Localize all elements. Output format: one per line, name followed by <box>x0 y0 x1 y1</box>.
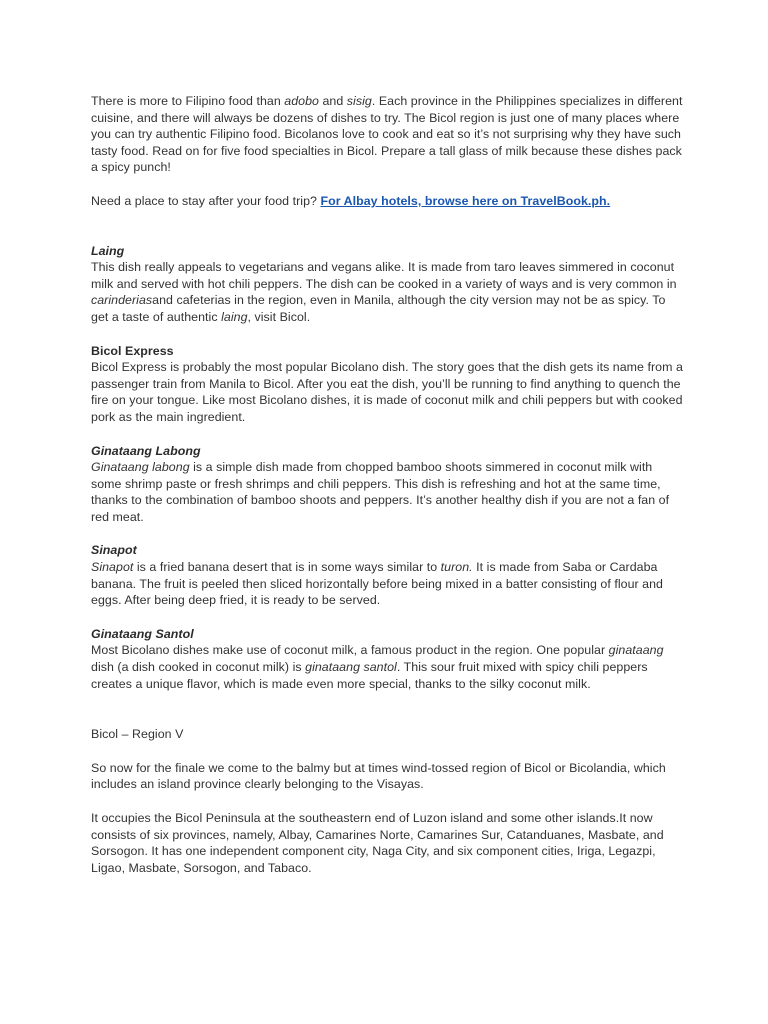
hotel-paragraph <box>91 193 683 210</box>
sinapot-italic: Sinapot <box>91 560 134 575</box>
laing-text: , visit Bicol. <box>247 309 311 324</box>
section-heading-bicol-express: Bicol Express <box>91 343 174 358</box>
sinapot-text: is a fried banana desert that is in some ways similar to <box>133 560 441 575</box>
section-heading-ginataang-santol: Ginataang Santol <box>91 626 194 641</box>
hotel-text: Need a place to stay after your food trip? <box>91 193 321 208</box>
intro-text: and <box>318 94 347 108</box>
santol-text: dish (a dish cooked in coconut milk) is <box>91 660 306 675</box>
document-page <box>91 93 683 876</box>
travelbook-hotels-link[interactable]: For Albay hotels, browse here on TravelBook.ph. <box>320 193 611 208</box>
laing-italic: laing <box>221 309 248 324</box>
sinapot-paragraph <box>91 559 683 609</box>
labong-italic: Ginataang labong <box>91 460 190 475</box>
region-title: Bicol – Region V <box>91 727 184 742</box>
laing-italic: carinderias <box>91 293 153 308</box>
region-paragraph-1: So now for the finale we come to the balmy but at times wind-tossed region of Bicol or Bicolandia, which includes an island province clearly belonging to the Visayas. <box>91 760 666 792</box>
laing-text: and cafeterias in the region, even in Manila, although the city version may not be as spicy. To get a taste of authentic <box>91 293 666 324</box>
section-heading-laing: Laing <box>91 243 125 258</box>
santol-text: Most Bicolano dishes make use of coconut milk, a famous product in the region. One popular <box>91 643 609 658</box>
santol-italic: ginataang <box>608 643 664 658</box>
labong-text: is a simple dish made from chopped bamboo shoots simmered in coconut milk with some shrimp paste or fresh shrimps and chili peppers. This dish is refreshing and hot at the same time, thanks to the combination of bamboo shoots and peppers. It’s another healthy dish if you are not a fan of red meat. <box>91 460 670 524</box>
laing-text: This dish really appeals to vegetarians and vegans alike. It is made from taro leaves simmered in coconut milk and served with hot chili peppers. The dish can be cooked in a variety of ways and is very common in <box>91 260 677 291</box>
bicol-express-paragraph: Bicol Express is probably the most popular Bicolano dish. The story goes that the dish gets its name from a passenger train from Manila to Bicol. After you eat the dish, you’ll be running to find anything to quench the fire on your tongue. Like most Bicolano dishes, it is made of coconut milk and chili peppers but with cooked pork as the main ingredient. <box>91 360 683 424</box>
intro-italic-adobo: adobo <box>284 94 319 108</box>
sinapot-text: It is made from Saba or Cardaba banana. The fruit is peeled then sliced horizontally before being mixed in a batter consisting of flour and eggs. After being deep fried, it is ready to be served. <box>91 560 663 608</box>
sinapot-italic: turon. <box>440 560 473 575</box>
labong-paragraph <box>91 459 683 525</box>
intro-text: . Each province in the Philippines specializes in different cuisine, and there will always be dozens of dishes to try. The Bicol region is just one of many places where you can try authentic Filipino food. Bicolanos love to cook and eat so it’s not surprising why they have such tasty food. Read on for five food specialties in Bicol. Prepare a tall glass of milk because these dishes pack a spicy punch! <box>91 94 683 175</box>
santol-italic: ginataang santol <box>305 660 397 675</box>
intro-italic-sisig: sisig <box>346 94 372 108</box>
section-heading-ginataang-labong: Ginataang Labong <box>91 443 201 458</box>
laing-paragraph <box>91 259 683 325</box>
intro-text: There is more to Filipino food than <box>91 94 285 108</box>
section-heading-sinapot: Sinapot <box>91 543 137 558</box>
santol-text: . This sour fruit mixed with spicy chili peppers creates a unique flavor, which is made even more special, thanks to the silky coconut milk. <box>91 660 648 691</box>
santol-paragraph <box>91 642 683 692</box>
region-paragraph-2: It occupies the Bicol Peninsula at the southeastern end of Luzon island and some other islands.It now consists of six provinces, namely, Albay, Camarines Norte, Camarines Sur, Catanduanes, Masbate, and Sorsogon. It has one independent component city, Naga City, and six component cities, Iriga, Legazpi, Ligao, Masbate, Sorsogon, and Tabaco. <box>91 811 664 875</box>
intro-paragraph <box>91 93 683 176</box>
